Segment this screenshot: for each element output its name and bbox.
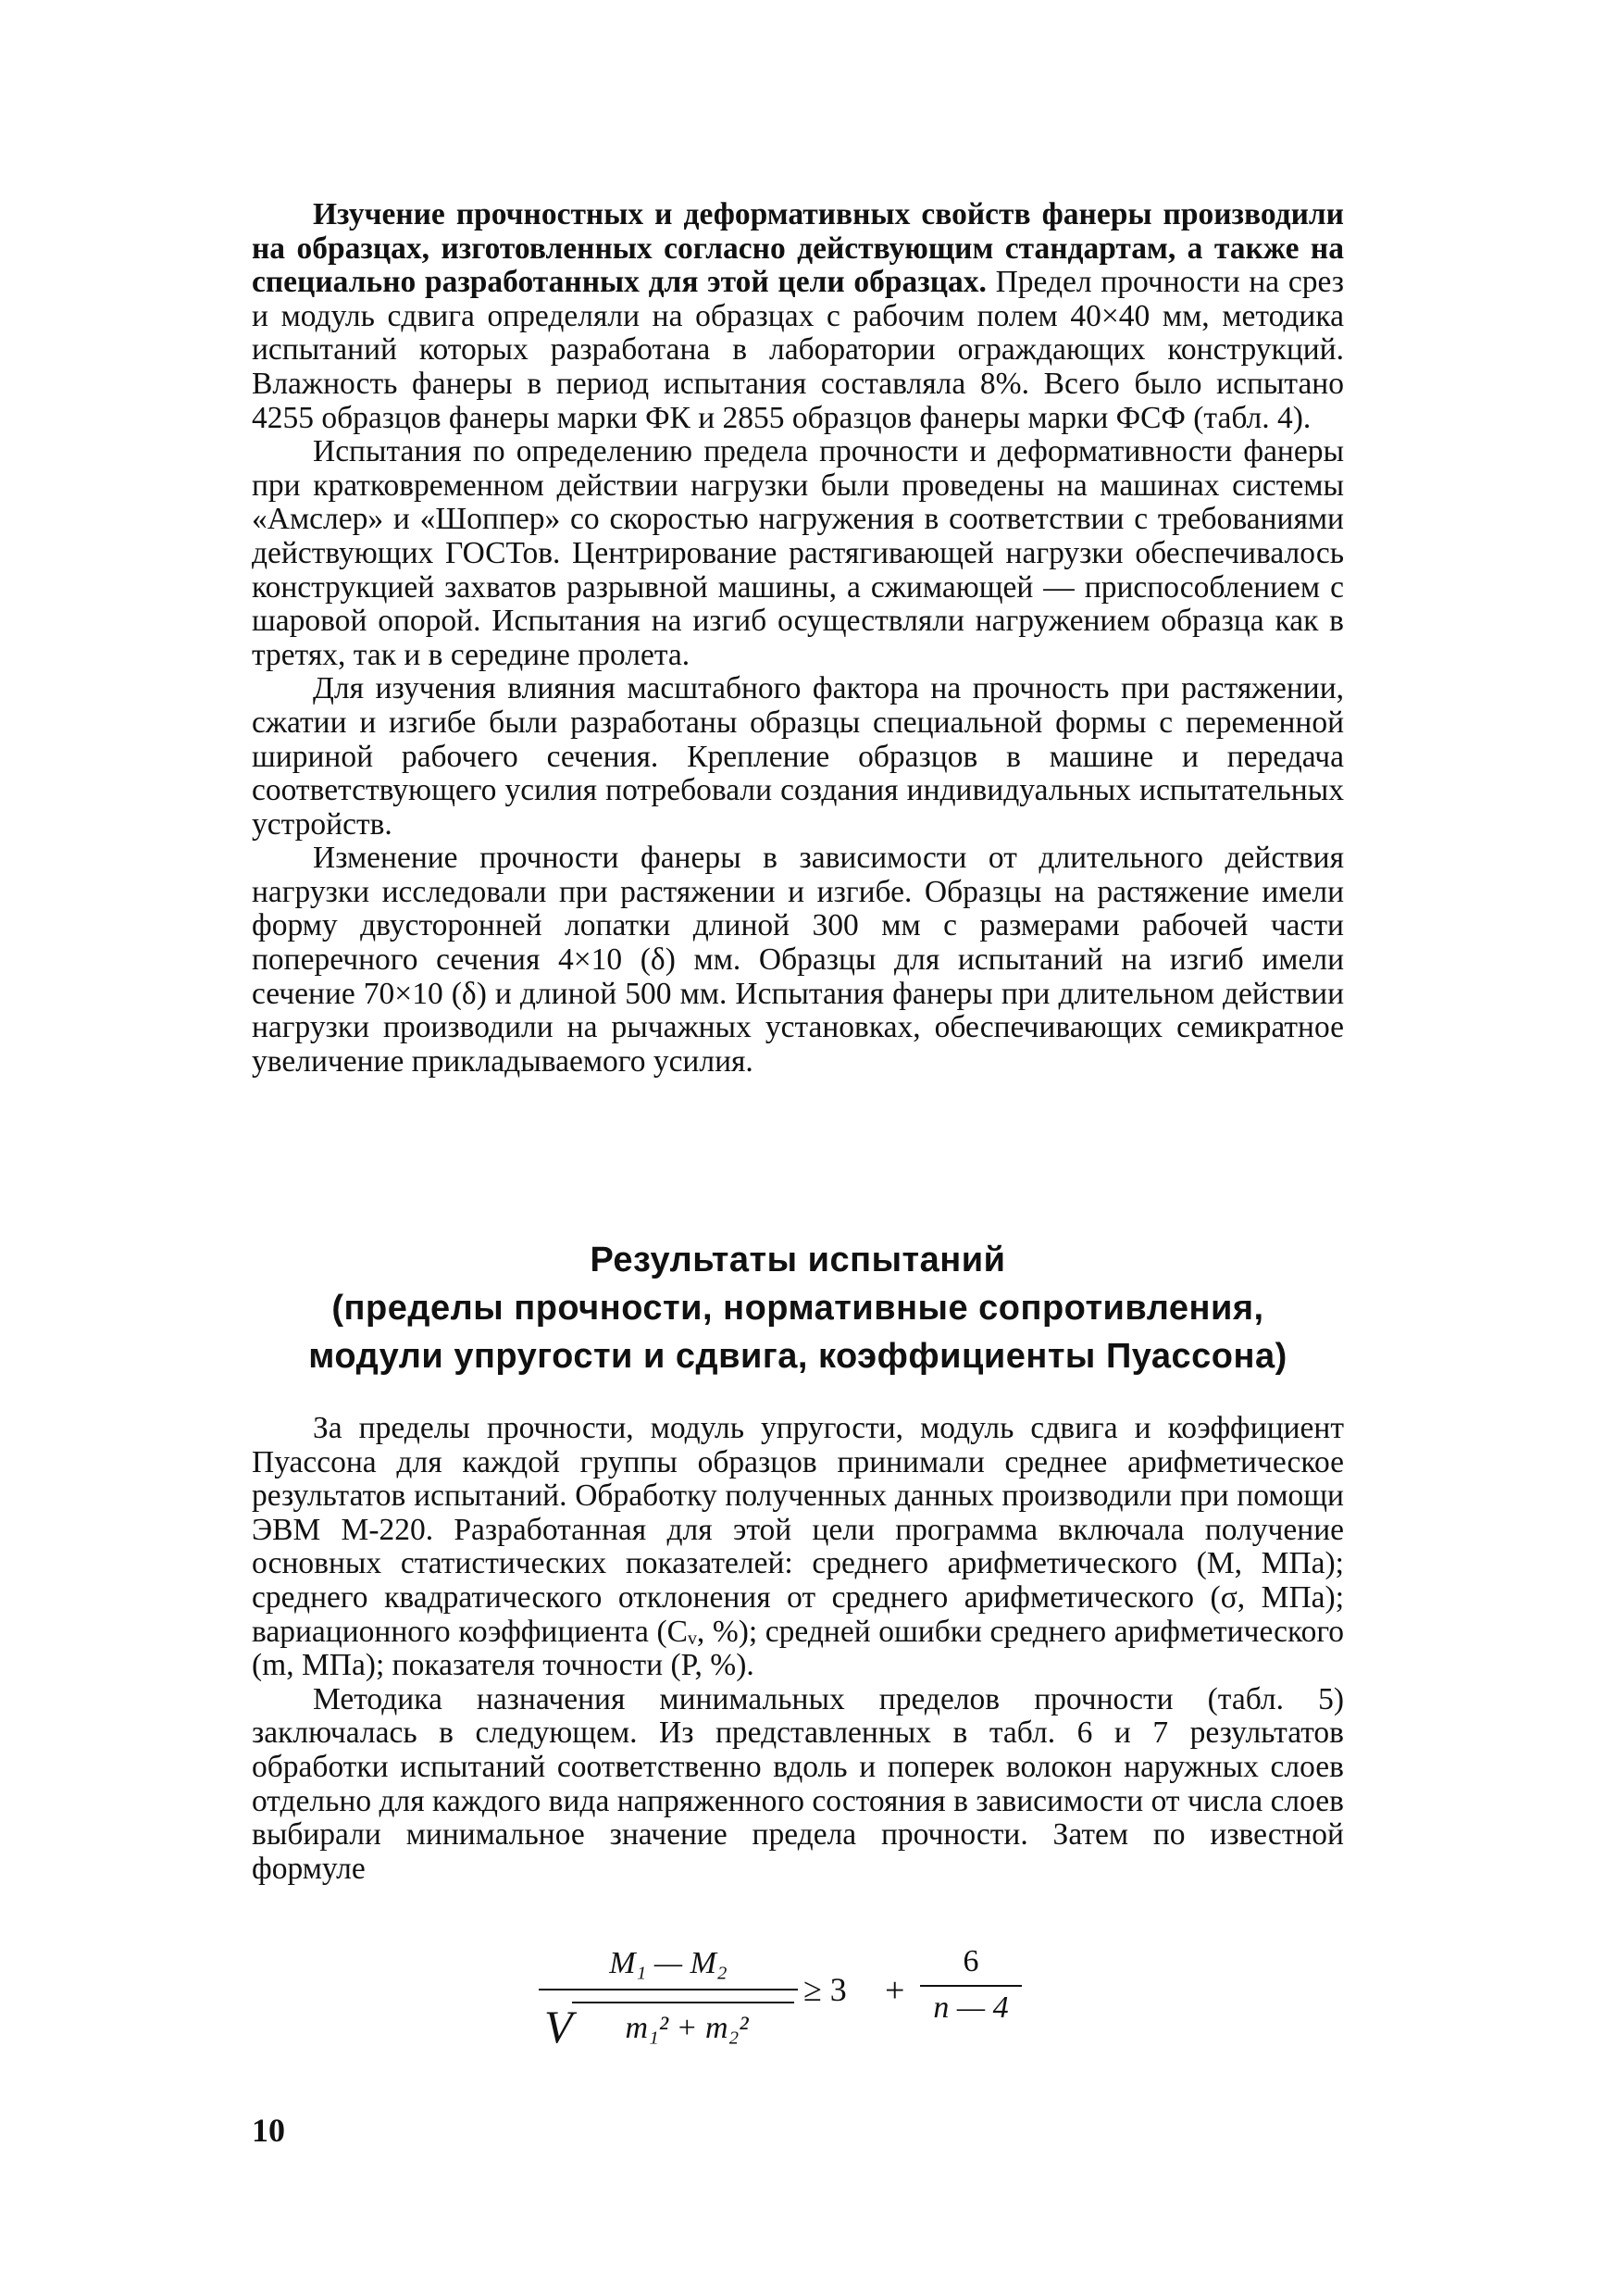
paragraph-text: За пределы прочности, модуль упругости, модуль сдвига и коэффициент Пуассона для каждой группы образцов принимали среднее арифметическое результатов испытаний. Обработку полученных данных производили при помощи ЭВМ М-220. Разработанная для этой цели программа включала получение основных статистических показателей: среднего арифметического (М, МПа); среднего квадратического отклонения от среднего арифметического (σ, МПа); вариационного коэффициента (Cᵥ, %); средней ошибки среднего арифметического (m, МПа); показателя точности (P, %). <box>252 1411 1344 1683</box>
paragraph-text: Предел прочности на срез и модуль сдвига определяли на образцах с рабочим полем 40×40 мм, методика испытаний которых разработана в лаборатории ограждающих конструкций. Влажность фанеры в период испытания составляла 8%. Всего было испытано 4255 образцов фанеры марки ФК и 2855 образцов фанеры марки ФСФ (табл. 4). <box>252 265 1344 435</box>
heading-line-2: (пределы прочности, нормативные сопротивления, <box>331 1289 1264 1328</box>
paragraph-text: Изменение прочности фанеры в зависимости от длительного действия нагрузки исследовали при растяжении и изгибе. Образцы на растяжение имели форму двусторонней лопатки длиной 300 мм с размерами рабочей части поперечного сечения 4×10 (δ) мм. Образцы для испытаний на изгиб имели сечение 70×10 (δ) и длиной 500 мм. Испытания фанеры при длительном действии нагрузки производили на рычажных установках, обеспечивающих семикратное увеличение прикладываемого усилия. <box>252 841 1344 1079</box>
paragraph-text: Методика назначения минимальных пределов прочности (табл. 5) заключалась в следующем. Из представленных в табл. 6 и 7 результатов обработки испытаний соответственно вдоль и поперек волокон наружных слоев отдельно для каждого вида напряженного состояния в зависимости от числа слоев выбирали минимальное значение предела прочности. Затем по известной формуле <box>252 1681 1344 1886</box>
radical-sign: V <box>544 2001 573 2053</box>
formula-plus: + <box>885 1971 905 2010</box>
paragraph-text: Для изучения влияния масштабного фактора на прочность при растяжении, сжатии и изгибе были разработаны образцы специальной формы с переменной шириной рабочего сечения. Крепление образцов в машине и передача соответствующего усилия потребовали создания индивидуальных испытательных устройств. <box>252 671 1344 842</box>
formula-relation: ≥ 3 <box>803 1971 847 2008</box>
paragraph <box>252 1412 1344 1683</box>
second-fraction-bar <box>920 1985 1022 1987</box>
paragraph <box>252 435 1344 672</box>
paragraph <box>252 842 1344 1079</box>
fraction-bar <box>539 1989 798 1990</box>
formula-second-fraction <box>920 1944 1022 2037</box>
paragraph-text: Изучение прочностных и деформативных свойств фанеры производили на образцах, изготовленных согласно действующим стандартам, а также на специально разработанных для этой цели образцах. <box>252 197 1344 300</box>
methodology-text <box>252 198 1344 1079</box>
paragraph <box>252 198 1344 435</box>
section-heading <box>252 1236 1344 1380</box>
heading-line-1: Результаты испытаний <box>590 1241 1006 1279</box>
paragraph-text: Испытания по определению предела прочности и деформативности фанеры при кратковременном действии нагрузки были проведены на машинах системы «Амслер» и «Шоппер» со скоростью нагружения в соответствии с требованиями действующих ГОСТов. Центрирование растягивающей нагрузки обеспечивалось конструкцией захватов разрывной машины, а сжимающей — приспособлением с шаровой опорой. Испытания на изгиб осуществляли нагружением образца как в третях, так и в середине пролета. <box>252 434 1344 672</box>
formula-denominator: m₁² + m₂² <box>625 2011 749 2045</box>
paragraph <box>252 1683 1344 1887</box>
second-fraction-numerator: 6 <box>963 1944 979 1978</box>
formula-numerator: M₁ — M₂ <box>609 1946 728 1980</box>
heading-line-3: модули упругости и сдвига, коэффициенты Пуассона) <box>308 1337 1287 1376</box>
statistical-formula <box>539 1944 1039 2065</box>
radical-bar <box>572 2002 794 2003</box>
paragraph <box>252 672 1344 842</box>
page-number: 10 <box>252 2112 285 2149</box>
results-text <box>252 1412 1344 1886</box>
formula-main-fraction <box>539 1944 798 2065</box>
second-fraction-denominator: n — 4 <box>933 1990 1009 2025</box>
